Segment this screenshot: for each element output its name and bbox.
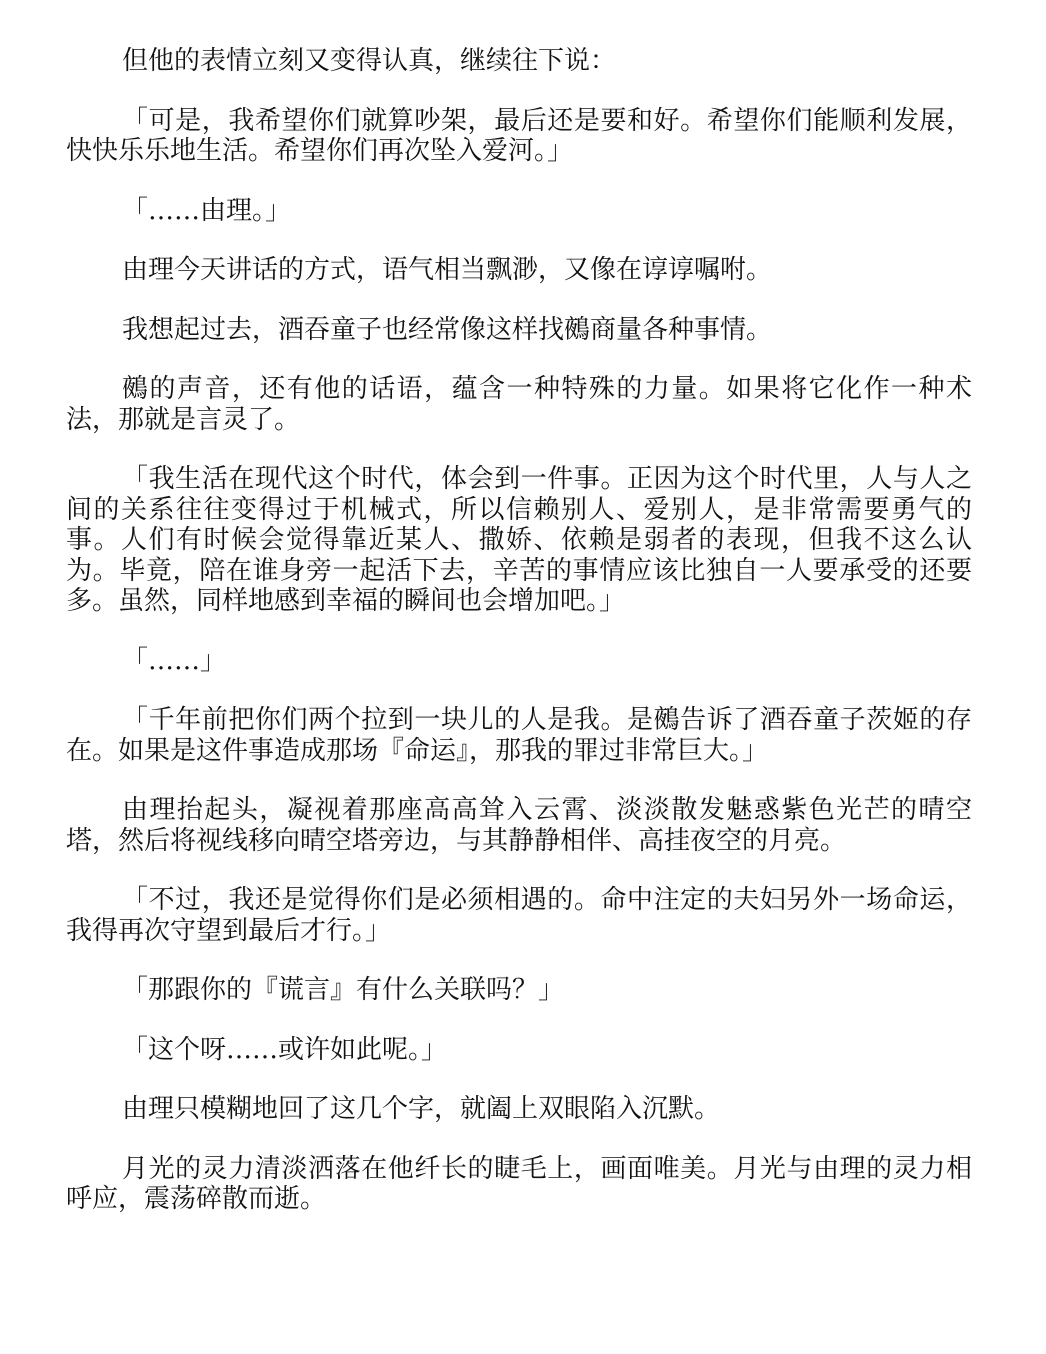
- paragraph: 「这个呀……或许如此呢。」: [122, 1034, 448, 1065]
- paragraph: 「……」: [122, 645, 227, 676]
- paragraph: 由理今天讲话的方式，语气相当飘渺，又像在谆谆嘱咐。: [122, 255, 773, 285]
- paragraph: 我想起过去，酒吞童子也经常像这样找鵺商量各种事情。: [122, 314, 773, 345]
- paragraph: 「那跟你的『谎言』有什么关联吗？」: [122, 975, 565, 1005]
- paragraph: 「千年前把你们两个拉到一块儿的人是我。是鵺告诉了酒吞童子茨姬的存在。如果是这件事造成那场『命运』，那我的罪过非常巨大。」: [66, 705, 972, 766]
- paragraph: 由理抬起头，凝视着那座高高耸入云霄、淡淡散发魅惑紫色光芒的晴空塔，然后将视线移向晴空塔旁边，与其静静相伴、高挂夜空的月亮。: [66, 795, 972, 856]
- paragraph: 「不过，我还是觉得你们是必须相遇的。命中注定的夫妇另外一场命运，我得再次守望到最后才行。」: [66, 885, 972, 946]
- paragraph: 月光的灵力清淡洒落在他纤长的睫毛上，画面唯美。月光与由理的灵力相呼应，震荡碎散而逝。: [66, 1153, 972, 1214]
- paragraph: 但他的表情立刻又变得认真，继续往下说：: [122, 46, 617, 76]
- paragraph: 鵺的声音，还有他的话语，蕴含一种特殊的力量。如果将它化作一种术法，那就是言灵了。: [66, 374, 972, 435]
- paragraph: 「可是，我希望你们就算吵架，最后还是要和好。希望你们能顺利发展，快快乐乐地生活。希望你们再次坠入爱河。」: [66, 105, 972, 166]
- paragraph: 由理只模糊地回了这几个字，就阖上双眼陷入沉默。: [122, 1094, 721, 1124]
- paragraph: 「我生活在现代这个时代，体会到一件事。正因为这个时代里，人与人之间的关系往往变得过于机械式，所以信赖别人、爱别人，是非常需要勇气的事。人们有时候会觉得靠近某人、撒娇、依赖是弱者的表现，但我不这么认为。毕竟，陪在谁身旁一起活下去，辛苦的事情应该比独自一人要承受的还要多。虽然，同样地感到幸福的瞬间也会增加吧。」: [66, 464, 972, 616]
- paragraph: 「……由理。」: [122, 195, 292, 226]
